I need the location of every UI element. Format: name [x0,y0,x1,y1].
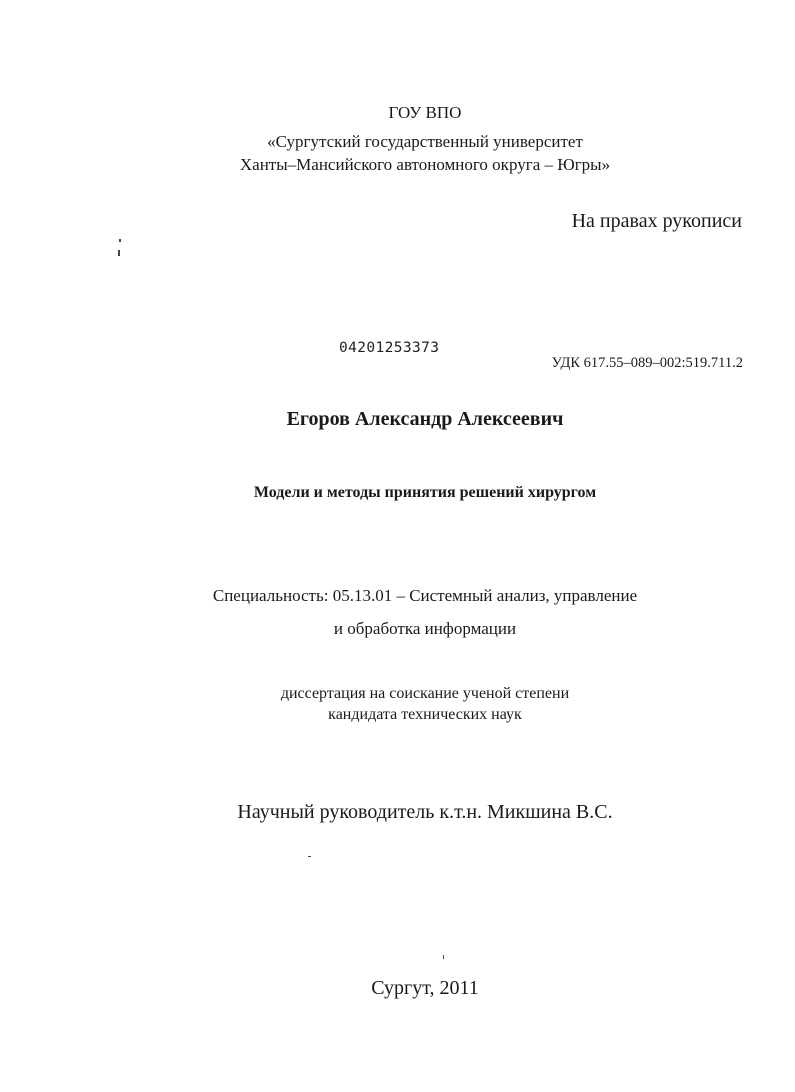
specialty-line2: и обработка информации [333,619,517,638]
scan-speck [443,955,444,959]
degree-line1: диссертация на соискание ученой степени [280,685,570,702]
city-year: Сургут, 2011 [371,977,479,999]
manuscript-note: На правах рукописи [571,210,742,232]
archive-number: 04201253373 [339,340,440,356]
scientific-supervisor: Научный руководитель к.т.н. Микшина В.С. [237,801,613,823]
author-name: Егоров Александр Алексеевич [286,408,564,430]
scan-speck [308,856,311,857]
institution-type: ГОУ ВПО [388,103,462,122]
university-name-line1: «Сургутский государственный университет [267,132,583,151]
scan-speck [119,239,121,242]
university-name-line2: Ханты–Мансийского автономного округа – Югры» [239,155,611,174]
udk-code: УДК 617.55–089–002:519.711.2 [551,355,743,371]
dissertation-title: Модели и методы принятия решений хирургом [253,484,597,501]
specialty-line1: Специальность: 05.13.01 – Системный анализ, управление [212,586,638,605]
scan-speck [118,250,120,256]
degree-line2: кандидата технических наук [328,706,522,723]
